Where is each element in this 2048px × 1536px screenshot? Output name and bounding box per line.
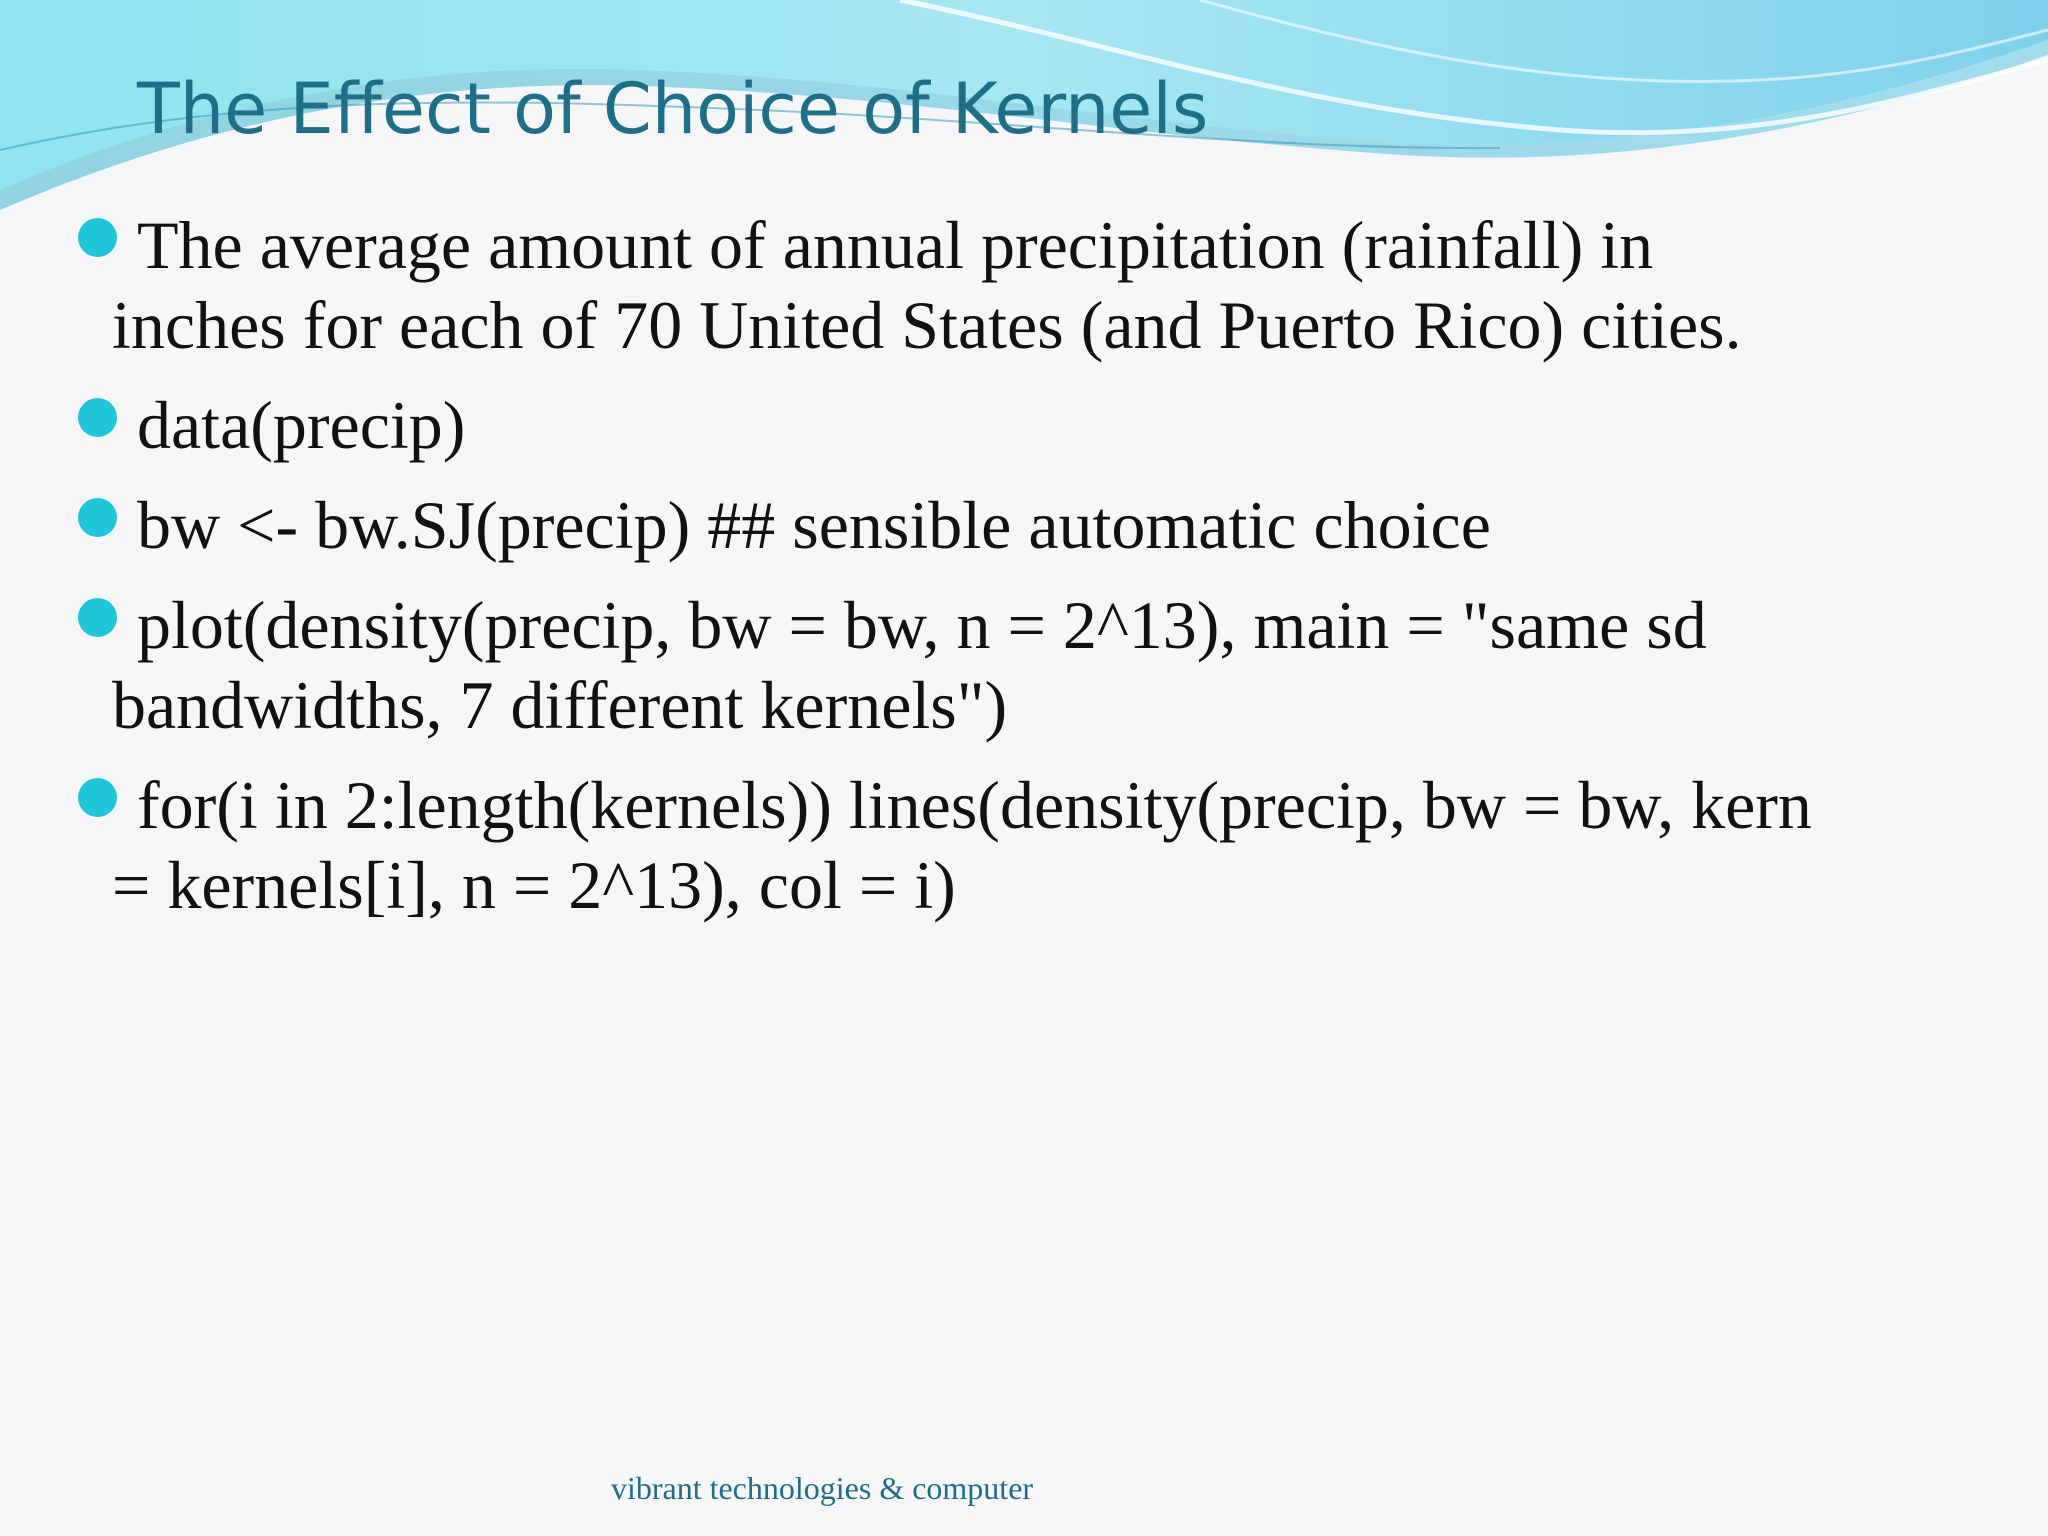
bullet-line: bandwidths, 7 different kernels") [112,667,1008,743]
bullet-item-plot [112,585,1992,745]
bullet-item-loop [112,765,1992,925]
bullet-item-bandwidth [112,485,1992,565]
bullet-line: The average amount of annual precipitation (rainfall) in [137,207,1654,283]
bullet-line: data(precip) [137,387,466,463]
bullet-line: for(i in 2:length(kernels)) lines(density(precip, bw = bw, kern [137,767,1812,843]
bullet-line: inches for each of 70 United States (and Puerto Rico) cities. [112,287,1742,363]
bullet-line: bw <- bw.SJ(precip) ## sensible automatic choice [137,487,1491,563]
slide-title: The Effect of Choice of Kernels [137,68,1209,150]
bullet-item-description [112,205,1992,365]
bullet-line: plot(density(precip, bw = bw, n = 2^13), main = "same sd [137,587,1707,663]
bullet-line: = kernels[i], n = 2^13), col = i) [112,847,956,923]
slide-footer: vibrant technologies & computer [610,1470,1034,1506]
bullet-item-data [112,385,1992,465]
